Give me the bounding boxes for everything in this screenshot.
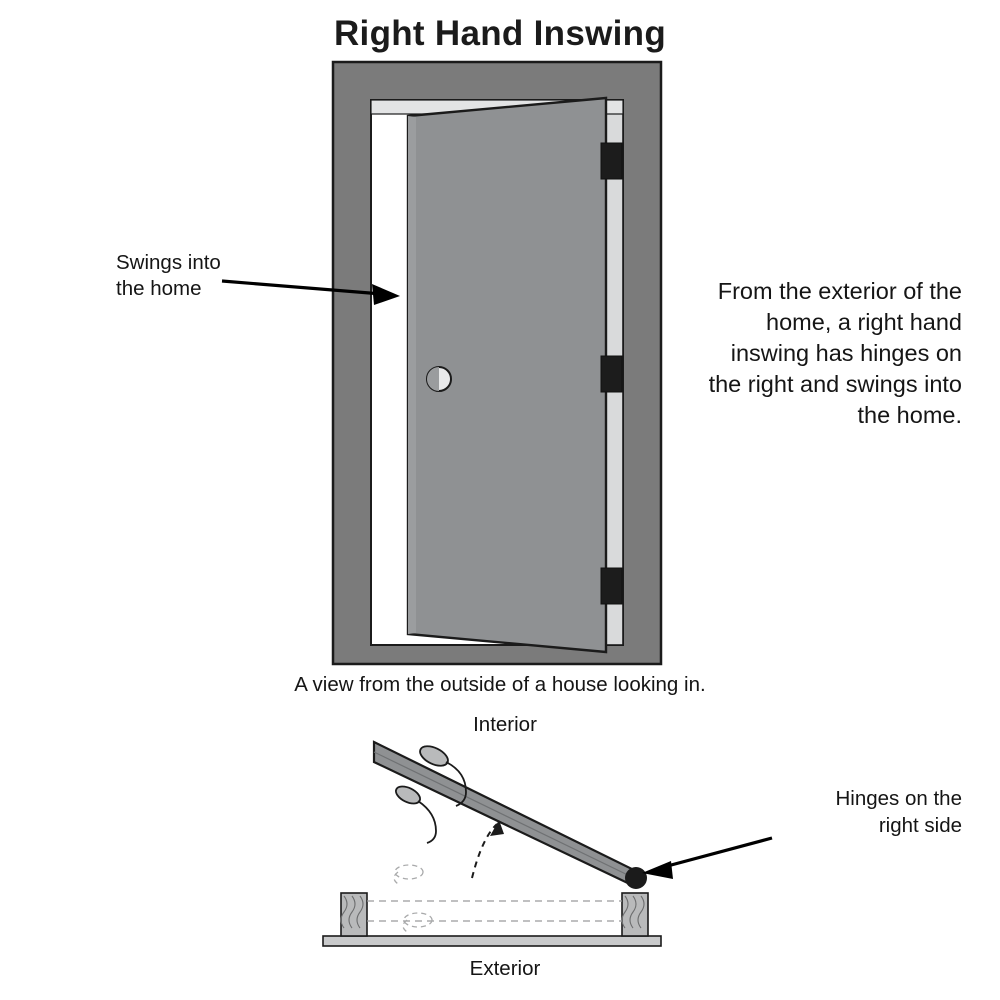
door-slab-centerline [374,752,634,878]
page-title: Right Hand Inswing [333,14,667,53]
label-exterior: Exterior [469,957,541,980]
annotation-hinges-line-1: Hinges on the [835,787,962,810]
arrow-hinges-right-side [642,838,772,879]
annotation-swings-line-2: the home [116,277,202,300]
annotation-hinges-line-2: right side [878,814,962,837]
door-slab-plan [374,742,634,886]
label-interior: Interior [473,713,537,736]
caption-elevation-view: A view from the outside of a house looking in. [294,673,706,696]
floor-line [323,936,661,946]
hinge-pivot-dot [625,867,647,889]
description-text: From the exterior of the home, a right hand inswing has hinges on the right and swings into the home. [708,278,962,428]
annotation-swings-line-1: Swings into [116,251,221,274]
ghost-hardware-icon [394,865,432,932]
